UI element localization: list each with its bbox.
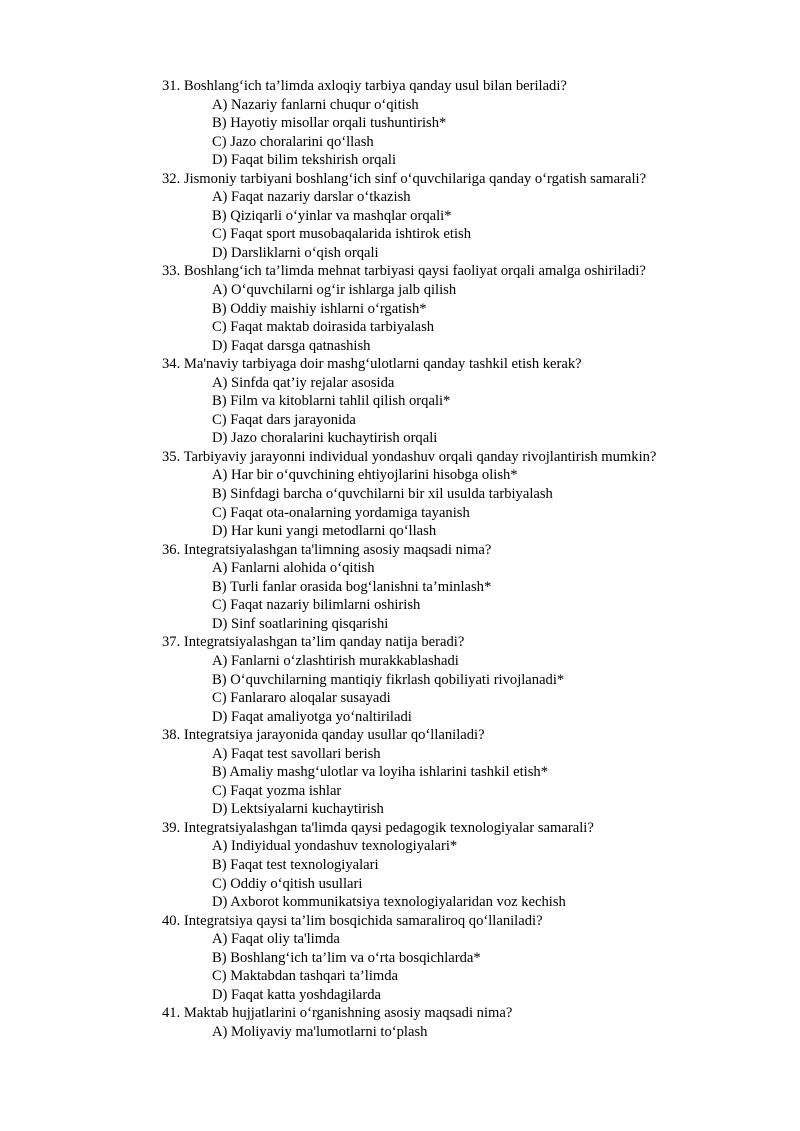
question-38 [162,726,762,819]
option-c: C) Jazo choralarini qo‘llash [212,133,374,150]
question-text: 40. Integratsiya qaysi ta’lim bosqichida samaraliroq qo‘llaniladi? [162,912,543,929]
option-d: D) Faqat bilim tekshirish orqali [212,152,397,169]
question-text: 35. Tarbiyaviy jarayonni individual yondashuv orqali qanday rivojlantirish mumkin? [162,448,657,465]
option-a: A) Moliyaviy ma'lumotlarni to‘plash [212,1023,428,1040]
option-a: A) Indiyidual yondashuv texnologiyalari* [212,838,458,855]
question-text: 36. Integratsiyalashgan ta'limning asosiy maqsadi nima? [162,541,492,558]
option-d: D) Darsliklarni o‘qish orqali [212,244,379,261]
option-c: C) Faqat nazariy bilimlarni oshirish [212,597,421,614]
question-36 [162,541,762,634]
option-a: A) Faqat test savollari berish [212,745,381,762]
option-b: B) Amaliy mashg‘ulotlar va loyiha ishlarini tashkil etish* [212,764,549,781]
option-b: B) Turli fanlar orasida bog‘lanishni ta’minlash* [212,578,492,595]
option-d: D) Lektsiyalarni kuchaytirish [212,801,384,818]
option-d: D) Har kuni yangi metodlarni qo‘llash [212,523,437,540]
question-list [162,77,762,1041]
option-b: B) Sinfdagi barcha o‘quvchilarni bir xil usulda tarbiyalash [212,486,553,503]
option-d: D) Sinf soatlarining qisqarishi [212,615,389,632]
question-37 [162,633,762,726]
question-text: 33. Boshlang‘ich ta’limda mehnat tarbiyasi qaysi faoliyat orqali amalga oshiriladi? [162,263,646,280]
option-c: C) Faqat maktab doirasida tarbiyalash [212,319,435,336]
option-b: B) Faqat test texnologiyalari [212,856,379,873]
option-d: D) Axborot kommunikatsiya texnologiyalaridan voz kechish [212,894,566,911]
option-c: C) Faqat dars jarayonida [212,411,356,428]
question-33 [162,262,762,355]
option-a: A) Faqat oliy ta'limda [212,931,340,948]
question-31 [162,77,762,170]
question-text: 41. Maktab hujjatlarini o‘rganishning asosiy maqsadi nima? [162,1005,513,1022]
option-a: A) Fanlarni alohida o‘qitish [212,560,375,577]
option-c: C) Faqat yozma ishlar [212,782,342,799]
question-text: 38. Integratsiya jarayonida qanday usullar qo‘llaniladi? [162,727,485,744]
option-c: C) Oddiy o‘qitish usullari [212,875,363,892]
question-34 [162,355,762,448]
option-a: A) Nazariy fanlarni chuqur o‘qitish [212,96,419,113]
question-text: 34. Ma'naviy tarbiyaga doir mashg‘ulotlarni qanday tashkil etish kerak? [162,356,582,373]
question-text: 32. Jismoniy tarbiyani boshlang‘ich sinf o‘quvchilariga qanday o‘rgatish samarali? [162,170,647,187]
option-a: A) Faqat nazariy darslar o‘tkazish [212,189,411,206]
question-35 [162,448,762,541]
option-c: C) Maktabdan tashqari ta’limda [212,968,399,985]
option-a: A) Har bir o‘quvchining ehtiyojlarini hisobga olish* [212,467,518,484]
option-d: D) Faqat amaliyotga yo‘naltiriladi [212,708,412,725]
option-b: B) Qiziqarli o‘yinlar va mashqlar orqali* [212,207,452,224]
option-d: D) Faqat katta yoshdagilarda [212,986,381,1003]
option-d: D) Faqat darsga qatnashish [212,337,371,354]
option-b: B) Oddiy maishiy ishlarni o‘rgatish* [212,300,427,317]
question-text: 39. Integratsiyalashgan ta'limda qaysi pedagogik texnologiyalar samarali? [162,819,594,836]
question-32 [162,170,762,263]
question-text: 31. Boshlang‘ich ta’limda axloqiy tarbiya qanday usul bilan beriladi? [162,78,567,94]
option-a: A) O‘quvchilarni og‘ir ishlarga jalb qilish [212,282,457,299]
question-41 [162,1004,762,1041]
option-b: B) Boshlang‘ich ta’lim va o‘rta bosqichlarda* [212,949,481,966]
option-a: A) Fanlarni o‘zlashtirish murakkablashadi [212,652,459,669]
question-40 [162,912,762,1005]
option-d: D) Jazo choralarini kuchaytirish orqali [212,430,438,447]
option-b: B) Hayotiy misollar orqali tushuntirish* [212,115,447,132]
question-text: 37. Integratsiyalashgan ta’lim qanday natija beradi? [162,634,465,651]
option-c: C) Fanlararo aloqalar susayadi [212,690,391,707]
option-c: C) Faqat ota-onalarning yordamiga tayanish [212,504,470,521]
option-c: C) Faqat sport musobaqalarida ishtirok etish [212,226,471,243]
option-a: A) Sinfda qat’iy rejalar asosida [212,374,395,391]
option-b: B) Film va kitoblarni tahlil qilish orqali* [212,393,451,410]
option-b: B) O‘quvchilarning mantiqiy fikrlash qobiliyati rivojlanadi* [212,671,565,688]
question-39 [162,819,762,912]
